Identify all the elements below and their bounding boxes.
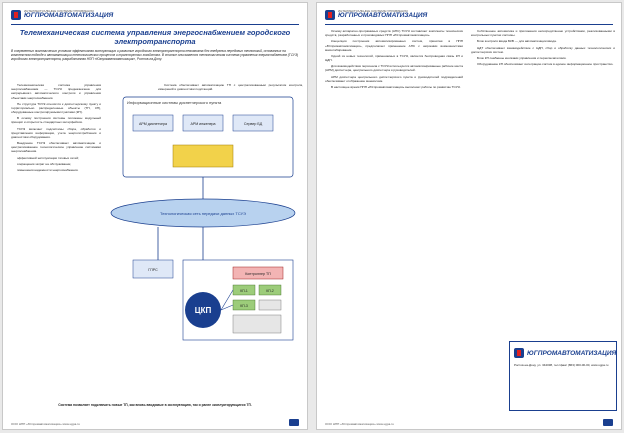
ckp-label: ЦКП — [194, 306, 212, 315]
article-lead: В современных экономических условиях эффективная эксплуатация и развитие городского электротранспорта невозможна без внедрения передовых технологий, основанных на комплексном подходе к автоматизации технологических процессов и транспортных хозяйствах. В статье описывается технологическая система управления энергоснабжением (ТСУЭ) городского электротранспорта, разработанная НПП «Югпромавтоматизация», Ростов-на-Дону. — [11, 49, 299, 61]
paragraph: ТСУЭ включает подсистемы сбора, обработки и представления информации, учета энергопотребления и диагностики оборудования. — [11, 126, 101, 139]
diagram-box-label: КП-1 — [240, 289, 248, 293]
bullet: повышения надежности энергоснабжения. — [17, 167, 79, 172]
page1-caption: Система позволяет подключать новые ТП, как вновь вводимые в эксплуатацию, так и ранее эксплуатирующиеся ТП. — [58, 403, 252, 407]
arm-label: Информационные системы диспетчерского пункта — [127, 100, 222, 105]
page-right — [316, 2, 622, 430]
company-logo-icon — [11, 10, 21, 20]
contact-box — [509, 341, 617, 411]
page1-column-1 — [11, 83, 101, 383]
header-name: ЮГПРОМАВТОМАТИЗАЦИЯ — [24, 12, 114, 20]
paragraph: Блок контроля ввода БКВ — для автоматизации ввода. — [477, 39, 557, 44]
bullet: сокращения затрат на обслуживание; — [17, 161, 72, 166]
paragraph: Телемеханическая система управления энергоснабжением — ТСУЭ предназначена для непрерывного автоматического контроля и управления объектами энергоснабжения. — [11, 83, 101, 100]
footer: ООО НПП «Югпромавтоматизация» www.ugpa.ru — [325, 422, 394, 426]
paragraph: Оборудование КП обеспечивает интеграцию систем в единое информационное пространство. — [477, 62, 614, 67]
paragraph: Блок КП снабжены кнопками управления и переключателями. — [477, 55, 567, 60]
header-name: ЮГПРОМАВТОМАТИЗАЦИЯ — [338, 12, 428, 20]
page-number-badge — [603, 419, 613, 426]
header-sub: ИНТЕЛЛЕКТУАЛЬНЫЕ СИСТЕМЫ УПРАВЛЕНИЯ — [338, 9, 408, 14]
header — [11, 7, 161, 23]
company-logo-icon — [514, 348, 524, 358]
paragraph: В настоящее время НПП «Югпромавтоматизация» выполняет работы по развитию ТСУЭ. — [331, 84, 461, 89]
diagram-box-label: АРМ диспетчера — [139, 122, 167, 126]
bullet: эффективной эксплуатации тяговых сетей; — [17, 155, 79, 160]
system-diagram — [103, 95, 303, 395]
server-block — [173, 145, 233, 167]
paragraph: Система обеспечивает автоматизацию ТП с централизованным результатом контроля, измерений и диагностики подстанций. — [158, 83, 303, 92]
promo-contacts: Ростов-на-Дону, ул. 344038, тел./факс (863) 000-00-00, www.ugpa.ru — [514, 363, 609, 367]
header — [325, 7, 475, 23]
page-left — [2, 2, 308, 430]
paragraph: В основу построения системы положены модульный принцип и открытость стандартных интерфейсов. — [11, 116, 101, 125]
paragraph: Основу аппаратно-программных средств (АПС) ТСУЭ составляют комплексы технических средств, разработанных и производимых НПП «Югпромавтоматизация». — [325, 29, 463, 38]
paragraph: Одной из новых технологий, применяемых в ТСУЭ, является беспроводная связь КП и ЦДП. — [325, 53, 463, 63]
paragraph: АРМ диспетчера центрального диспетчерского пункта и руководителей подразделений обеспечивают отображение мнемосхем. — [325, 74, 463, 83]
diagram-box-label: Контроллер ТП — [245, 272, 271, 276]
paragraph: Не структура ТСУЭ относится к диспетчерскому пункту и территориально распределенные объекты (ТП, КП), оборудованные контролируемыми пунктами (КП). — [11, 101, 101, 115]
footer: ООО НПП «Югпромавтоматизация» www.ugpa.ru — [11, 422, 80, 426]
page2-column-1 — [325, 29, 463, 421]
paragraph: Внедрение ТСУЭ обеспечивает автоматизацию и централизованное технологическое управление системами энергоснабжения. — [11, 141, 101, 154]
company-logo-icon — [325, 10, 335, 20]
diagram-box-label: АРМ инженера — [190, 122, 216, 126]
diagram-box-label: Сервер БД — [243, 122, 263, 126]
page2-column-2 — [471, 29, 615, 334]
diagram-box-label: КП-2 — [266, 289, 274, 293]
paragraph: Собственное автоматика и приложения непосредственно устройствами, реализованными в контрольных пунктах системы. — [471, 29, 615, 38]
diagram-box-label: КП-3 — [240, 304, 248, 308]
paragraph: Концепция построения автоматизированных систем, принятая в НПП «Югпромавтоматизация», предполагает применение АПС с широкими возможностями масштабирования. — [325, 39, 463, 52]
article-title: Телемеханическая система управления энергоснабжением городского электротранспорта — [19, 28, 291, 46]
paragraph: Для взаимодействия персонала с ТСУЭ используются автоматизированные рабочие места (АРМ) диспетчера, центрального диспетчера и руководителей. — [325, 64, 463, 73]
diagram-box-label: ГПРС — [148, 268, 158, 272]
page-number-badge — [289, 419, 299, 426]
header-sub: ИНТЕЛЛЕКТУАЛЬНЫЕ СИСТЕМЫ УПРАВЛЕНИЯ — [24, 9, 94, 14]
paragraph: ЦДТ обеспечивает взаимодействие с ЦДП, сбор и обработку данных технологических и диспетчерских систем. — [471, 45, 615, 54]
network-label: Технологическая сеть передачи данных ТСУЭ — [160, 211, 246, 216]
header-rule — [11, 24, 299, 25]
header-rule — [325, 24, 613, 25]
promo-name: ЮГПРОМАВТОМАТИЗАЦИЯ — [527, 349, 617, 357]
